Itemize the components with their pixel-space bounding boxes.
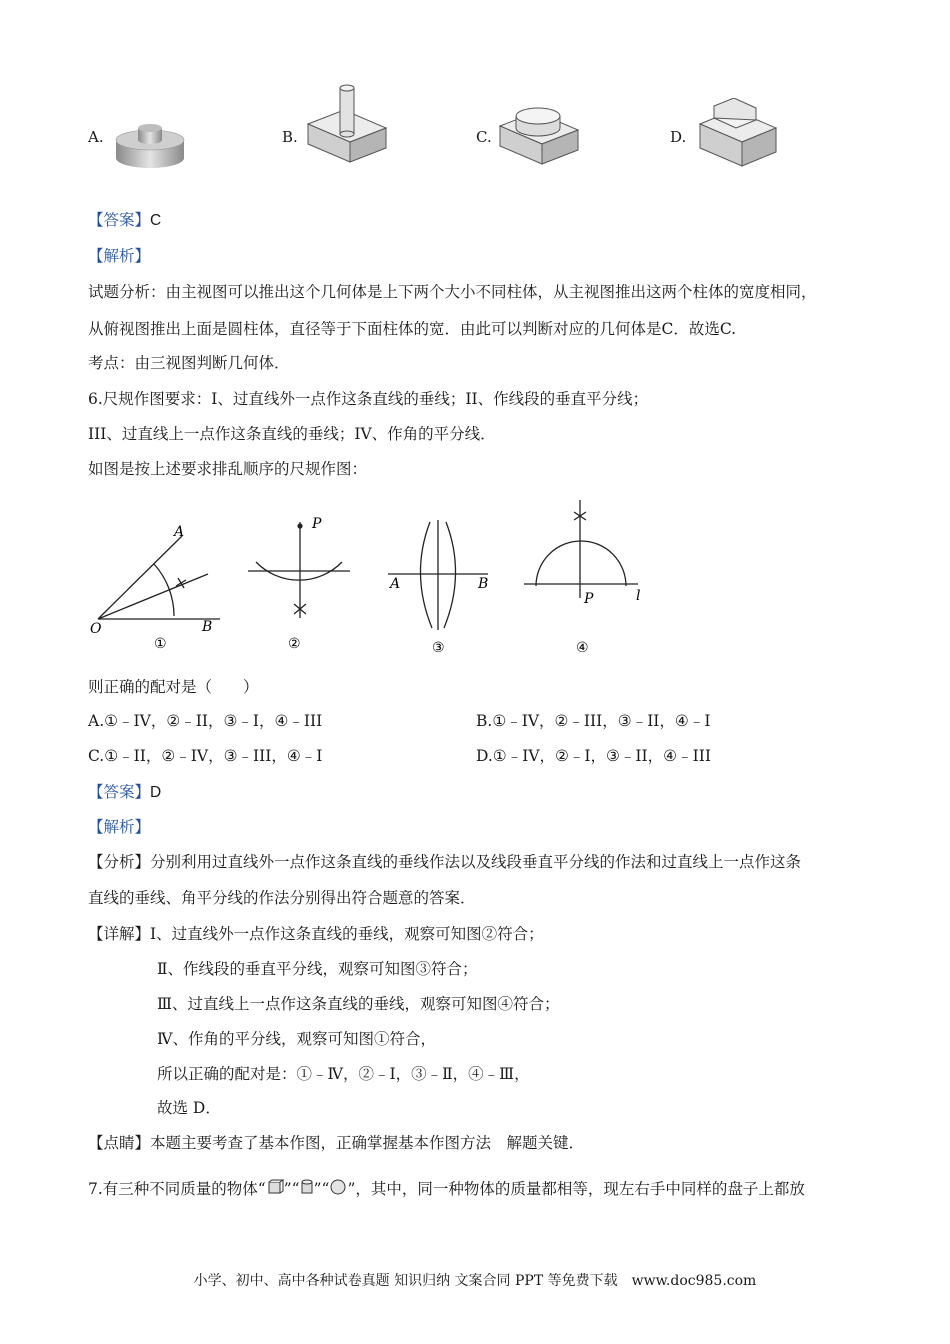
answer-tag: 【答案】 (88, 783, 151, 801)
q6-statement-line: 如图是按上述要求排乱顺序的尺规作图： (88, 460, 368, 478)
cylinder-object-icon (300, 1179, 314, 1195)
q5-analysis-line: 试题分析：由主视图可以推出这个几何体是上下两个大小不同柱体，从主视图推出这两个柱体的宽度相同， (88, 283, 817, 301)
q6-choice-b: B.①﹣IV，②﹣III，③﹣II，④﹣I (476, 712, 711, 730)
q7-statement (88, 1179, 805, 1199)
fig3-label-a: A (390, 576, 401, 592)
fig3-label-b: B (478, 576, 489, 592)
q5-analysis-tag: 【解析】 (88, 247, 151, 265)
page-footer: 小学、初中、高中各种试卷真题 知识归纳 文案合同 PPT 等免费下载 www.doc985.com (193, 1273, 757, 1289)
fenxi-tag: 【分析】 (88, 853, 151, 871)
q6-detail (88, 924, 544, 944)
fig2-number: ② (288, 636, 301, 652)
solid-d-figure (696, 98, 782, 174)
option-a-label: A. (88, 128, 104, 146)
q5-analysis-line: 从俯视图推出上面是圆柱体，直径等于下面柱体的宽．由此可以判断对应的几何体是C．故选C. (88, 320, 737, 338)
detail-tag: 【详解】 (88, 925, 151, 943)
fig2-label-p: P (312, 516, 322, 532)
q6-analysis-tag: 【解析】 (88, 818, 151, 836)
solid-c-figure (496, 104, 582, 174)
q5-analysis-line: 考点：由三视图判断几何体． (88, 354, 290, 372)
fig4-label-l: l (636, 588, 641, 604)
solid-b-figure (304, 80, 390, 174)
fig1-number: ① (154, 636, 167, 652)
fig3-number: ③ (432, 640, 445, 656)
q6-question: 则正确的配对是（ ） (88, 678, 259, 696)
q7-sep2: ”“ (313, 1180, 330, 1198)
q6-fenxi (88, 852, 801, 872)
answer-value: D (150, 784, 162, 801)
q6-answer (88, 782, 161, 803)
fenxi-text: 分别利用过直线外一点作这条直线的垂线作法以及线段垂直平分线的作法和过直线上一点作这条 (150, 853, 802, 871)
q5-answer (88, 210, 161, 231)
fig1-label-o: O (90, 621, 102, 637)
sphere-object-icon (329, 1179, 347, 1195)
solid-a-figure (112, 118, 188, 174)
option-c-label: C. (476, 128, 492, 146)
option-d-label: D. (670, 128, 687, 146)
detail-first: Ⅰ、过直线外一点作这条直线的垂线，观察可知图②符合； (150, 925, 544, 943)
q6-detail-line: 故选 D． (157, 1099, 221, 1117)
answer-value: C (150, 212, 162, 229)
q6-detail-line: Ⅲ、过直线上一点作这条直线的垂线，观察可知图④符合； (157, 995, 560, 1013)
fig1-label-a: A (174, 524, 185, 540)
q6-detail-line: Ⅱ、作线段的垂直平分线，观察可知图③符合； (157, 960, 478, 978)
q6-detail-line: 所以正确的配对是：①﹣Ⅳ，②﹣Ⅰ，③﹣Ⅱ，④﹣Ⅲ， (157, 1065, 530, 1083)
answer-tag: 【答案】 (88, 211, 151, 229)
q7-start: 7.有三种不同质量的物体“ (88, 1180, 266, 1198)
q6-choice-a: A.①﹣IV，②﹣II，③﹣I，④﹣III (88, 712, 323, 730)
q6-comment (88, 1133, 584, 1153)
figure-1-angle-bisector (98, 536, 220, 619)
q7-end: ”，其中，同一种物体的质量都相等，现左右手中同样的盘子上都放 (347, 1180, 805, 1198)
q6-choice-c: C.①﹣II，②﹣IV，③﹣III，④﹣I (88, 747, 323, 765)
q7-sep1: ”“ (283, 1180, 300, 1198)
q6-choice-d: D.①﹣IV，②﹣I，③﹣II，④﹣III (476, 747, 711, 765)
figure-4-perpendicular-on-line (524, 500, 638, 598)
q6-detail-line: Ⅳ、作角的平分线，观察可知图①符合， (157, 1030, 436, 1048)
q6-statement-line: III、过直线上一点作这条直线的垂线；IV、作角的平分线． (88, 425, 496, 443)
option-b-label: B. (282, 128, 298, 146)
construction-figures (80, 496, 680, 662)
fig4-number: ④ (576, 640, 589, 656)
cube-object-icon (266, 1179, 284, 1195)
comment-text: 本题主要考查了基本作图，正确掌握基本作图方法 解题关键． (150, 1134, 585, 1152)
figure-3-perpendicular-bisector (388, 520, 488, 630)
q6-fenxi-cont: 直线的垂线、角平分线的作法分别得出符合题意的答案． (88, 889, 476, 907)
fig1-label-b: B (202, 619, 213, 635)
q6-statement-line: 6.尺规作图要求：I、过直线外一点作这条直线的垂线；II、作线段的垂直平分线； (88, 390, 649, 408)
comment-tag: 【点睛】 (88, 1134, 151, 1152)
figure-2-perpendicular-external (248, 522, 350, 618)
fig4-label-p: P (584, 591, 594, 607)
